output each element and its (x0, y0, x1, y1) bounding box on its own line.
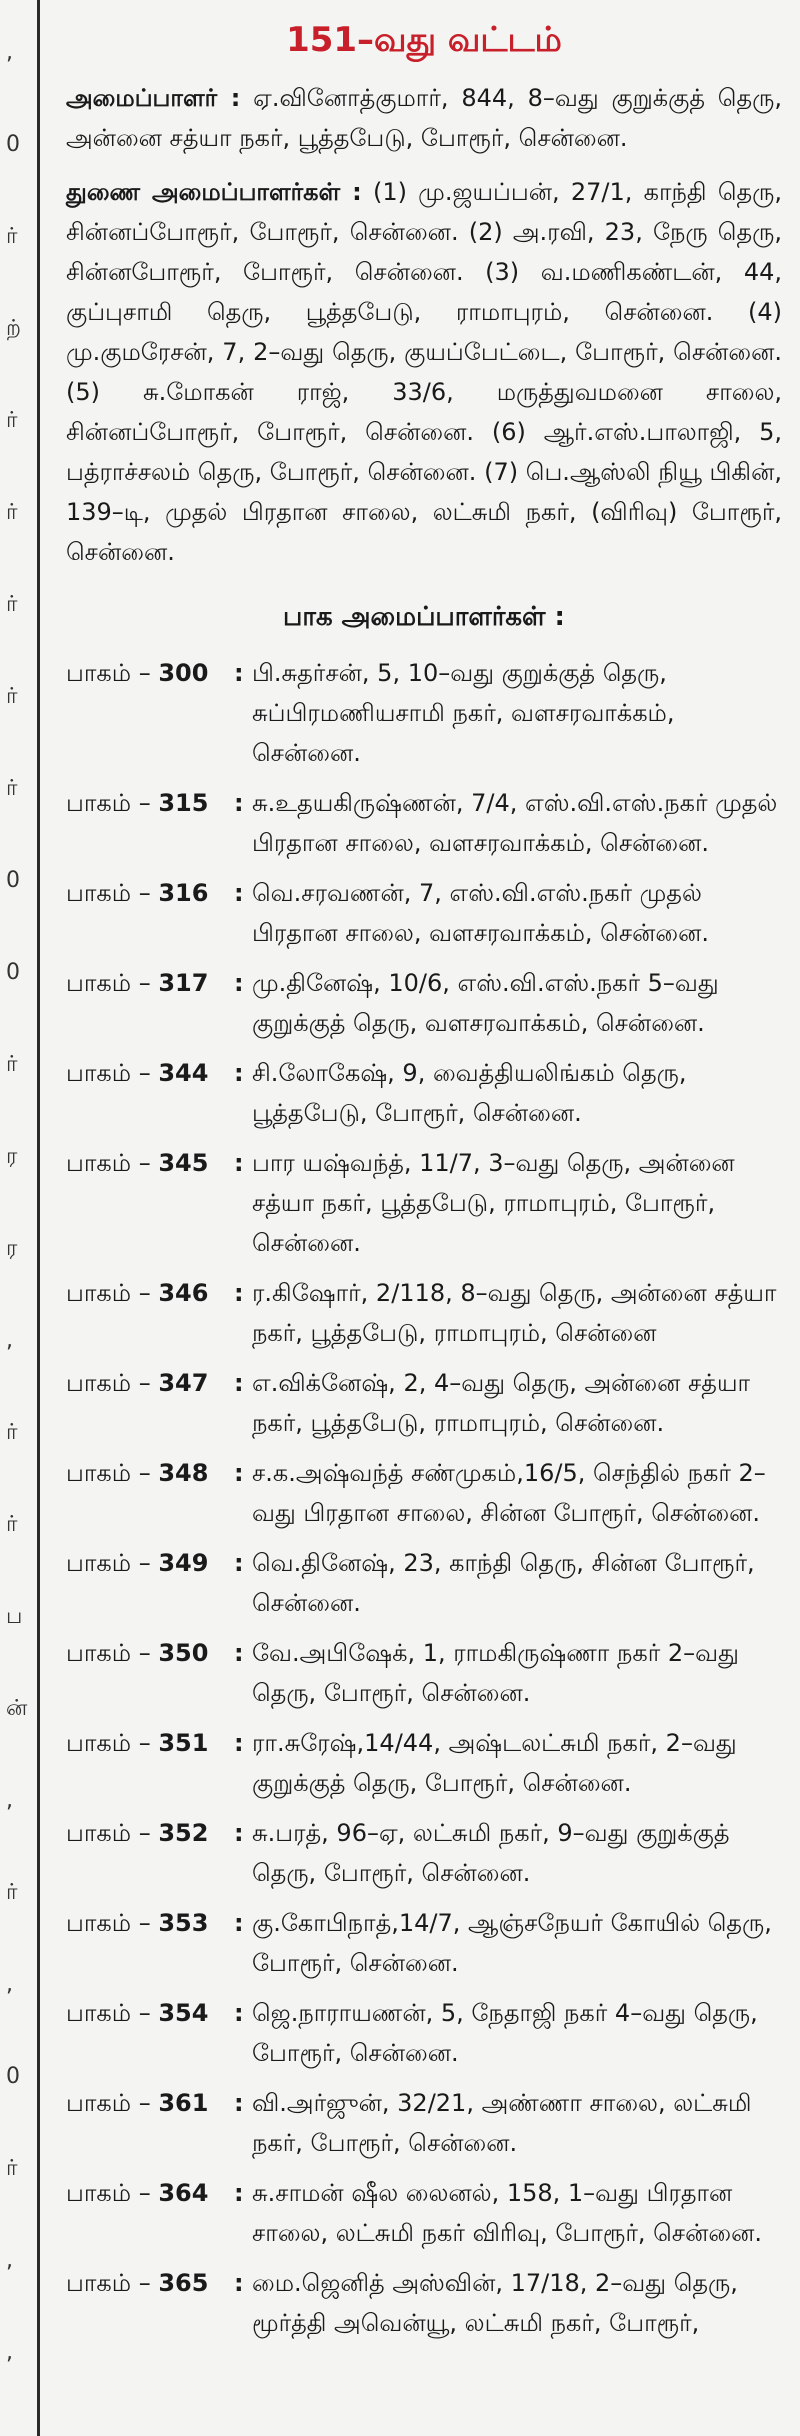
booth-number: 361 (158, 2089, 209, 2117)
deputy-organizers-text: (1) மு.ஜயப்பன், 27/1, காந்தி தெரு, சின்னப்போரூர், போரூர், சென்னை. (2) அ.ரவி, 23, நேரு தெரு, சின்னபோரூர், போரூர், சென்னை. (3) வ.மணிகண்டன், 44, குப்புசாமி தெரு, பூத்தபேடு, ராமாபுரம், சென்னை. (4) மு.குமரேசன், 7, 2–வது தெரு, குயப்பேட்டை, போரூர், சென்னை. (5) சு.மோகன் ராஜ், 33/6, மருத்துவமனை சாலை, சின்னப்போரூர், போரூர், சென்னை. (6) ஆர்.எஸ்.பாலாஜி, 5, பத்ராச்சலம் தெரு, போரூர், சென்னை. (7) பெ.ஆஸ்லி நியூ பிகின், 139–டி, முதல் பிரதான சாலை, லட்சுமி நகர், (விரிவு) போரூர், சென்னை. (66, 178, 783, 566)
booth-address: சு.உதயகிருஷ்ணன், 7/4, எஸ்.வி.எஸ்.நகர் முதல் பிரதான சாலை, வளசரவாக்கம், சென்னை. (252, 789, 778, 857)
booth-label (66, 783, 234, 863)
booth-prefix: பாகம் – (66, 789, 159, 817)
booth-address: வெ.சரவணன், 7, எஸ்.வி.எஸ்.நகர் முதல் பிரதான சாலை, வளசரவாக்கம், சென்னை. (252, 879, 710, 947)
deputy-organizers-paragraph (66, 172, 782, 572)
booth-address: சு.சாமன் ஷீல லைனல், 158, 1–வது பிரதான சாலை, லட்சுமி நகர் விரிவு, போரூர், சென்னை. (252, 2179, 762, 2247)
margin-fragment: ர் (6, 1880, 18, 1905)
booth-address: வே.அபிஷேக், 1, ராமகிருஷ்ணா நகர் 2–வது தெரு, போரூர், சென்னை. (252, 1639, 739, 1707)
booth-row (66, 653, 782, 773)
booth-prefix: பாகம் – (66, 1059, 159, 1087)
booth-number: 353 (158, 1909, 209, 1937)
booth-colon: : (234, 2269, 244, 2297)
booth-label (66, 1903, 234, 1983)
margin-fragment: ர் (6, 592, 18, 617)
booth-prefix: பாகம் – (66, 1909, 159, 1937)
booth-label (66, 1993, 234, 2073)
booth-label (66, 1633, 234, 1713)
booth-number: 345 (158, 1149, 209, 1177)
booth-prefix: பாகம் – (66, 1999, 159, 2027)
booth-address: ஜெ.நாராயணன், 5, நேதாஜி நகர் 4–வது தெரு, போரூர், சென்னை. (252, 1999, 758, 2067)
margin-fragment: ர (6, 1236, 18, 1261)
booth-colon: : (234, 1369, 244, 1397)
booth-prefix: பாகம் – (66, 2179, 159, 2207)
booth-label (66, 1453, 234, 1533)
booth-row (66, 1053, 782, 1133)
booth-label (66, 1723, 234, 1803)
booth-address: சி.லோகேஷ், 9, வைத்தியலிங்கம் தெரு, பூத்தபேடு, போரூர், சென்னை. (252, 1059, 687, 1127)
booth-colon: : (234, 659, 244, 687)
booth-row (66, 1363, 782, 1443)
booth-colon: : (234, 1639, 244, 1667)
booth-label (66, 963, 234, 1043)
booth-address: ரா.சுரேஷ்,14/44, அஷ்டலட்சுமி நகர், 2–வது குறுக்குத் தெரு, போரூர், சென்னை. (252, 1729, 737, 1797)
booth-label (66, 1053, 234, 1133)
booth-row (66, 1453, 782, 1533)
booth-number: 348 (158, 1459, 209, 1487)
margin-fragment: 0 (6, 960, 20, 985)
booth-organizers-heading: பாக அமைப்பாளர்கள் : (283, 602, 565, 632)
booth-label (66, 1143, 234, 1263)
booth-number: 354 (158, 1999, 209, 2027)
booth-row (66, 1273, 782, 1353)
booth-row (66, 1143, 782, 1263)
margin-fragment: , (6, 1972, 13, 1997)
booth-prefix: பாகம் – (66, 879, 159, 907)
margin-fragment: ற் (6, 316, 21, 341)
booth-number: 365 (158, 2269, 209, 2297)
booth-colon: : (234, 1149, 244, 1177)
margin-fragment: ப (6, 1604, 23, 1629)
margin-fragment: , (6, 2248, 13, 2273)
booth-address: கு.கோபிநாத்,14/7, ஆஞ்சநேயர் கோயில் தெரு, போரூர், சென்னை. (252, 1909, 772, 1977)
booth-list (66, 653, 782, 2343)
booth-prefix: பாகம் – (66, 1729, 159, 1757)
margin-fragment: ர் (6, 500, 18, 525)
booth-colon: : (234, 1909, 244, 1937)
organizer-paragraph (66, 78, 782, 158)
booth-address: வெ.தினேஷ், 23, காந்தி தெரு, சின்ன போரூர், சென்னை. (252, 1549, 755, 1617)
booth-colon: : (234, 1059, 244, 1087)
booth-row (66, 873, 782, 953)
booth-row (66, 1723, 782, 1803)
booth-number: 346 (158, 1279, 209, 1307)
organizer-label: அமைப்பாளர் : (66, 84, 241, 112)
booth-prefix: பாகம் – (66, 2089, 159, 2117)
booth-number: 350 (158, 1639, 209, 1667)
margin-fragment: , (6, 2340, 13, 2365)
booth-row (66, 1903, 782, 1983)
booth-row (66, 2263, 782, 2343)
booth-colon: : (234, 1459, 244, 1487)
booth-address: ர.கிஷோர், 2/118, 8–வது தெரு, அன்னை சத்யா நகர், பூத்தபேடு, ராமாபுரம், சென்னை (252, 1279, 777, 1347)
booth-row (66, 963, 782, 1043)
booth-colon: : (234, 1279, 244, 1307)
booth-colon: : (234, 1999, 244, 2027)
booth-colon: : (234, 1819, 244, 1847)
booth-label (66, 2263, 234, 2343)
booth-number: 300 (158, 659, 209, 687)
organizer-text: ஏ.வினோத்குமார், 844, 8–வது குறுக்குத் தெரு, அன்னை சத்யா நகர், பூத்தபேடு, போரூர், சென்னை. (66, 84, 782, 152)
booth-row (66, 1813, 782, 1893)
booth-number: 364 (158, 2179, 209, 2207)
booth-number: 349 (158, 1549, 209, 1577)
booth-label (66, 653, 234, 773)
booth-address: எ.விக்னேஷ், 2, 4–வது தெரு, அன்னை சத்யா நகர், பூத்தபேடு, ராமாபுரம், சென்னை. (252, 1369, 751, 1437)
booth-prefix: பாகம் – (66, 1369, 159, 1397)
booth-address: பார யஷ்வந்த், 11/7, 3–வது தெரு, அன்னை சத்யா நகர், பூத்தபேடு, ராமாபுரம், போரூர், சென்னை. (252, 1149, 735, 1257)
booth-label (66, 2083, 234, 2163)
ward-title: 151–வது வட்டம் (286, 20, 562, 60)
margin-fragment: ர் (6, 776, 18, 801)
margin-fragment: ர் (6, 1052, 18, 1077)
booth-prefix: பாகம் – (66, 2269, 159, 2297)
booth-address: வி.அர்ஜுன், 32/21, அண்ணா சாலை, லட்சுமி நகர், போரூர், சென்னை. (252, 2089, 752, 2157)
booth-colon: : (234, 2089, 244, 2117)
booth-number: 351 (158, 1729, 209, 1757)
booth-label (66, 1813, 234, 1893)
booth-row (66, 2173, 782, 2253)
booth-number: 344 (158, 1059, 209, 1087)
booth-number: 315 (158, 789, 209, 817)
booth-address: சு.பரத், 96–ஏ, லட்சுமி நகர், 9–வது குறுக்குத் தெரு, போரூர், சென்னை. (252, 1819, 730, 1887)
margin-fragment: ர் (6, 2156, 18, 2181)
booth-row (66, 1633, 782, 1713)
booth-label (66, 1543, 234, 1623)
booth-label (66, 873, 234, 953)
margin-fragment: ர் (6, 408, 18, 433)
document-column (66, 0, 782, 2353)
margin-fragment: ர் (6, 684, 18, 709)
margin-fragment: ர் (6, 1512, 18, 1537)
booth-label (66, 1273, 234, 1353)
booth-label (66, 2173, 234, 2253)
booth-prefix: பாகம் – (66, 969, 159, 997)
booth-row (66, 783, 782, 863)
margin-fragment: ர் (6, 224, 18, 249)
margin-fragment: ர (6, 1144, 18, 1169)
margin-fragment: , (6, 1328, 13, 1353)
booth-number: 347 (158, 1369, 209, 1397)
column-divider (37, 0, 40, 2436)
margin-fragment: ன் (6, 1696, 28, 1721)
booth-prefix: பாகம் – (66, 1819, 159, 1847)
booth-address: ச.க.அஷ்வந்த் சண்முகம்,16/5, செந்தில் நகர் 2–வது பிரதான சாலை, சின்ன போரூர், சென்னை. (252, 1459, 766, 1527)
booth-address: மு.தினேஷ், 10/6, எஸ்.வி.எஸ்.நகர் 5–வது குறுக்குத் தெரு, வளசரவாக்கம், சென்னை. (252, 969, 719, 1037)
booth-address: மை.ஜெனித் அஸ்வின், 17/18, 2–வது தெரு, மூர்த்தி அவென்யூ, லட்சுமி நகர், போரூர், (252, 2269, 738, 2337)
booth-label (66, 1363, 234, 1443)
booth-address: பி.சுதர்சன், 5, 10–வது குறுக்குத் தெரு, சுப்பிரமணியசாமி நகர், வளசரவாக்கம், சென்னை. (252, 659, 675, 767)
booth-number: 317 (158, 969, 209, 997)
margin-fragment: ர் (6, 1420, 18, 1445)
booth-prefix: பாகம் – (66, 1149, 159, 1177)
margin-fragment: , (6, 1788, 13, 1813)
booth-prefix: பாகம் – (66, 659, 159, 687)
booth-colon: : (234, 1549, 244, 1577)
booth-row (66, 1993, 782, 2073)
booth-row (66, 1543, 782, 1623)
booth-colon: : (234, 789, 244, 817)
booth-prefix: பாகம் – (66, 1459, 159, 1487)
margin-fragment: , (6, 40, 13, 65)
deputy-organizers-label: துணை அமைப்பாளர்கள் : (66, 178, 362, 206)
left-margin-strip (0, 0, 30, 2436)
margin-fragment: 0 (6, 132, 20, 157)
booth-number: 352 (158, 1819, 209, 1847)
booth-prefix: பாகம் – (66, 1549, 159, 1577)
booth-colon: : (234, 879, 244, 907)
booth-prefix: பாகம் – (66, 1279, 159, 1307)
booth-number: 316 (158, 879, 209, 907)
margin-fragment: 0 (6, 2064, 20, 2089)
booth-colon: : (234, 2179, 244, 2207)
booth-row (66, 2083, 782, 2163)
margin-fragment: 0 (6, 868, 20, 893)
booth-colon: : (234, 1729, 244, 1757)
booth-colon: : (234, 969, 244, 997)
booth-prefix: பாகம் – (66, 1639, 159, 1667)
